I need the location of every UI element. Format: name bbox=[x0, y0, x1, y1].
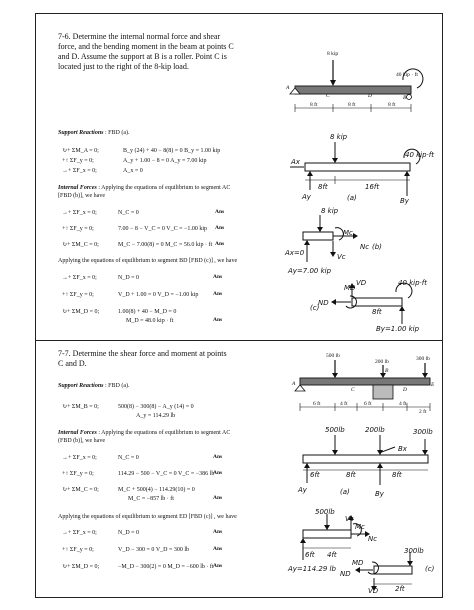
p76-hand-b-ax: Ax=0 bbox=[285, 249, 305, 257]
p77-fig-point-e: E bbox=[431, 382, 435, 388]
p76-d-eq-1-rhs: N_D = 0 bbox=[118, 275, 140, 281]
p77-c-eq-4-ans: Ans bbox=[213, 495, 223, 501]
p77-c-eq-4-rhs: M_C = −857 lb · ft bbox=[128, 496, 174, 502]
p77-c-eq-1-rhs: N_C = 0 bbox=[118, 455, 139, 461]
p76-hand-c-moment: 40 kip·ft bbox=[398, 279, 428, 287]
p76-hand-c-cap: (c) bbox=[310, 304, 320, 312]
p77-statement-line-1: 7-7. Determine the shear force and moment at points bbox=[58, 349, 227, 358]
p76-fig-dim-2: 8 ft bbox=[348, 102, 356, 108]
p77-hand-c-md: MD bbox=[352, 559, 364, 567]
p76-hand-a-load: 8 kip bbox=[330, 133, 348, 141]
p77-hand-c-vd: VD bbox=[368, 587, 379, 595]
p77-hand-a-d2: 8ft bbox=[346, 471, 356, 479]
p76-c-eq-3-rhs: M_C − 7.00(8) = 0 M_C = 56.0 kip · ft bbox=[118, 242, 213, 248]
p76-support-heading: Support Reactions : FBD (a). bbox=[58, 130, 130, 136]
p76-hand-fbd-b bbox=[285, 207, 365, 270]
p76-hand-b-vc: Vc bbox=[337, 253, 346, 261]
p76-d-eq-1-ans: Ans bbox=[213, 274, 223, 280]
p76-fig-point-a: A bbox=[286, 85, 290, 91]
p77-hand-b-d2: 4ft bbox=[327, 551, 337, 559]
p77-c-eq-3-rhs: M_C + 500(4) − 114.29(10) = 0 bbox=[118, 487, 195, 493]
p77-hand-b-nc: Nc bbox=[368, 535, 378, 543]
p77-fig-point-c: C bbox=[351, 387, 355, 393]
p77-hand-b-vc: Vc bbox=[345, 515, 354, 523]
p77-support-heading: Support Reactions : FBD (a). bbox=[58, 383, 130, 389]
p76-hand-b-ay: Ay=7.00 kip bbox=[288, 267, 332, 275]
p77-d-eq-2-ans: Ans bbox=[213, 546, 223, 552]
p76-figure bbox=[285, 50, 435, 120]
p77-d-eq-3-rhs: −M_D − 300(2) = 0 M_D = −600 lb · ft bbox=[118, 564, 214, 570]
p76-d-eq-2-lhs: +↑ ΣF_y = 0; bbox=[62, 292, 94, 298]
p76-c-eq-1-rhs: N_C = 0 bbox=[118, 210, 139, 216]
p76-c-eq-3-lhs: ↻+ ΣM_C = 0; bbox=[62, 242, 99, 248]
p76-statement-line-1: 7-6. Determine the internal normal force and shear bbox=[58, 32, 221, 41]
p77-hand-a-cap: (a) bbox=[340, 488, 350, 496]
p77-hand-c-d: 2ft bbox=[395, 585, 405, 593]
p77-statement-line-2: C and D. bbox=[58, 359, 87, 368]
p76-hand-c-nd: ND bbox=[318, 299, 329, 307]
p77-fig-point-b: B bbox=[385, 368, 389, 374]
p76-statement-line-3: and D. Assume the support at B is a roller. Point C is bbox=[58, 52, 227, 61]
p76-d-eq-1-lhs: →+ ΣF_x = 0; bbox=[62, 275, 97, 281]
p76-hand-a-ay: Ay bbox=[302, 193, 311, 201]
p76-hand-a-ax: Ax bbox=[291, 158, 300, 166]
p77-support-eq-2-rhs: A_y = 114.29 lb bbox=[136, 413, 176, 419]
p77-c-eq-1-lhs: →+ ΣF_x = 0; bbox=[62, 455, 97, 461]
p77-fig-dim-4: 4 ft bbox=[399, 401, 407, 407]
p76-fig-dim-3: 8 ft bbox=[388, 102, 396, 108]
p76-hand-c-md: MD bbox=[344, 284, 356, 292]
p77-ed-text: Applying the equations of equilibrium to segment ED [FBD (c)] , we have bbox=[58, 514, 237, 520]
p77-c-eq-2-ans: Ans bbox=[213, 470, 223, 476]
p77-hand-c-cap: (c) bbox=[425, 565, 435, 573]
p76-support-eq-3-lhs: →+ ΣF_x = 0; bbox=[62, 168, 97, 174]
p76-hand-c-by: By=1.00 kip bbox=[376, 325, 420, 333]
p77-fig-dim-1: 6 ft bbox=[313, 401, 321, 407]
p77-hand-c-nd: ND bbox=[340, 570, 351, 578]
p77-c-eq-1-ans: Ans bbox=[213, 454, 223, 460]
p76-statement-line-4: located just to the right of the 8-kip load. bbox=[58, 62, 189, 71]
p76-support-eq-1-rhs: B_y (24) + 40 − 8(8) = 0 B_y = 1.00 kip bbox=[123, 148, 221, 154]
p77-c-eq-2-lhs: +↑ ΣF_y = 0; bbox=[62, 471, 94, 477]
p76-d-eq-3-rhs: 1.00(8) + 40 − M_D = 0 bbox=[118, 309, 177, 315]
p77-fig-point-d: D bbox=[403, 387, 407, 393]
p76-hand-a-cap: (a) bbox=[347, 194, 357, 202]
problem-divider bbox=[35, 340, 443, 341]
p76-internal-text-2: [FBD (b)], we have bbox=[58, 193, 105, 199]
p77-hand-b-d1: 6ft bbox=[305, 551, 315, 559]
p76-support-eq-1-lhs: ↻+ ΣM_A = 0; bbox=[62, 148, 99, 154]
p76-c-eq-2-ans: Ans bbox=[215, 225, 225, 231]
p77-fig-load-3: 300 lb bbox=[416, 356, 430, 362]
p76-fig-moment-label: 40 kip · ft bbox=[396, 72, 418, 78]
p77-hand-a-l3: 300lb bbox=[413, 428, 433, 436]
p76-fig-point-b: B bbox=[403, 95, 407, 101]
p76-hand-a-d2: 16ft bbox=[365, 183, 380, 191]
p76-hand-a-by: By bbox=[400, 197, 409, 205]
p77-d-eq-1-lhs: →+ ΣF_x = 0; bbox=[62, 530, 97, 536]
p76-fig-dim-1: 8 ft bbox=[310, 102, 318, 108]
p77-hand-a-l1: 500lb bbox=[325, 426, 345, 434]
p76-support-eq-2-lhs: +↑ ΣF_y = 0; bbox=[62, 158, 94, 164]
p77-hand-b-mc: Mc bbox=[355, 523, 365, 531]
p76-bd-text: Applying the equations of equilibrium to segment BD [FBD (c)] , we have bbox=[58, 258, 238, 264]
p76-hand-b-mc: Mc bbox=[343, 229, 353, 237]
p77-hand-a-l2: 200lb bbox=[365, 426, 385, 434]
p76-hand-c-vd: VD bbox=[356, 279, 367, 287]
p76-d-eq-2-rhs: V_D + 1.00 = 0 V_D = −1.00 kip bbox=[118, 292, 199, 298]
p77-fig-load-2: 200 lb bbox=[375, 359, 389, 365]
p77-hand-a-ay: Ay bbox=[298, 486, 307, 494]
p77-fig-dim-3: 6 ft bbox=[364, 401, 372, 407]
p77-hand-a-d3: 8ft bbox=[392, 471, 402, 479]
p76-hand-c-d: 8ft bbox=[372, 308, 382, 316]
p77-hand-c-load: 300lb bbox=[404, 547, 424, 555]
p76-d-eq-2-ans: Ans bbox=[213, 291, 223, 297]
p76-hand-fbd-a bbox=[290, 130, 430, 205]
p77-hand-a-by: By bbox=[375, 490, 384, 498]
p76-hand-a-moment: 40 kip·ft bbox=[405, 151, 435, 159]
p76-c-eq-1-ans: Ans bbox=[215, 209, 225, 215]
p77-d-eq-2-rhs: V_D − 300 = 0 V_D = 300 lb bbox=[118, 547, 190, 553]
p76-statement-line-2: force, and the bending moment in the beam at points C bbox=[58, 42, 234, 51]
p77-internal-text-2: (FBD (b)], we have bbox=[58, 438, 105, 444]
p77-hand-b-load: 500lb bbox=[315, 508, 335, 516]
p77-fig-dim-2: 4 ft bbox=[340, 401, 348, 407]
p77-c-eq-2-rhs: 114.29 − 500 − V_C = 0 V_C = −386 lb bbox=[118, 471, 215, 477]
p77-fig-point-a: A bbox=[292, 381, 296, 387]
p77-d-eq-1-ans: Ans bbox=[213, 529, 223, 535]
p77-internal-heading: Internal Forces : Applying the equations of equilibrium to segment AC bbox=[58, 430, 231, 436]
p77-d-eq-3-lhs: ↻+ ΣM_D = 0; bbox=[62, 564, 100, 570]
p76-support-eq-3-rhs: A_x = 0 bbox=[123, 168, 143, 174]
p77-hand-b-ay: Ay=114.29 lb bbox=[288, 565, 336, 573]
p76-hand-a-d1: 8ft bbox=[318, 183, 328, 191]
p77-d-eq-2-lhs: +↑ ΣF_y = 0; bbox=[62, 547, 94, 553]
p77-d-eq-3-ans: Ans bbox=[213, 563, 223, 569]
p76-c-eq-2-lhs: +↑ ΣF_y = 0; bbox=[62, 226, 94, 232]
p76-fig-load-label: 8 kip bbox=[327, 51, 339, 57]
p76-hand-b-nc: Nc bbox=[360, 243, 370, 251]
p76-d-eq-4-ans: Ans bbox=[213, 317, 223, 323]
p76-hand-fbd-c bbox=[320, 280, 420, 330]
p76-fig-point-c: C bbox=[326, 93, 330, 99]
p77-hand-a-d1: 6ft bbox=[310, 471, 320, 479]
p76-d-eq-4-rhs: M_D = 48.0 kip · ft bbox=[126, 318, 174, 324]
p76-hand-b-load: 8 kip bbox=[321, 207, 339, 215]
p77-d-eq-1-rhs: N_D = 0 bbox=[118, 530, 140, 536]
p76-internal-heading: Internal Forces : Applying the equations of equilibrium to segment AC bbox=[58, 185, 231, 191]
p76-c-eq-2-rhs: 7.00 − 8 − V_C = 0 V_C = −1.00 kip bbox=[118, 226, 208, 232]
p76-d-eq-3-lhs: ↻+ ΣM_D = 0; bbox=[62, 309, 100, 315]
p77-figure bbox=[295, 355, 435, 425]
p77-hand-a-bx: Bx bbox=[398, 445, 407, 453]
p76-c-eq-1-lhs: →+ ΣF_x = 0; bbox=[62, 210, 97, 216]
p77-c-eq-3-lhs: ↻+ ΣM_C = 0; bbox=[62, 487, 99, 493]
p76-support-eq-2-rhs: A_y + 1.00 − 8 = 0 A_y = 7.00 kip bbox=[123, 158, 207, 164]
p77-fig-dim-5: 2 ft bbox=[419, 409, 427, 415]
p76-fig-point-d: D bbox=[368, 93, 372, 99]
p77-support-eq-1-rhs: 500(8) − 300(8) − A_y (14) = 0 bbox=[118, 404, 194, 410]
p77-support-eq-1-lhs: ↻+ ΣM_B = 0; bbox=[62, 404, 99, 410]
p76-hand-b-cap: (b) bbox=[372, 243, 382, 251]
p77-fig-load-1: 500 lb bbox=[326, 353, 340, 359]
p76-c-eq-3-ans: Ans bbox=[215, 241, 225, 247]
